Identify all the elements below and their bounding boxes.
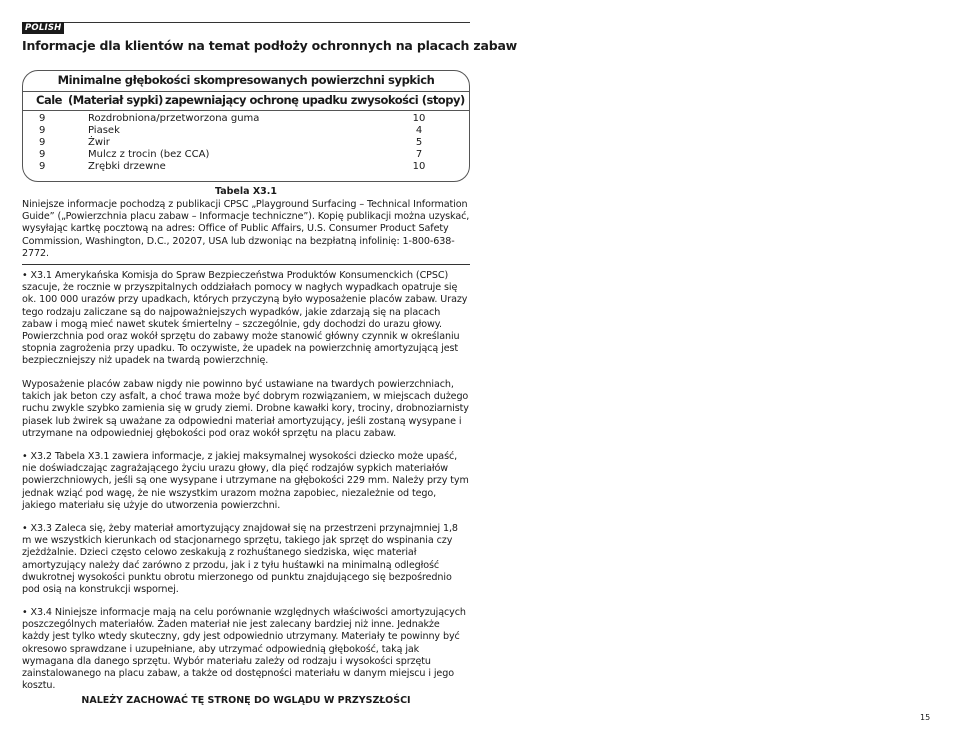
cell-material: Zrębki drzewne (88, 161, 166, 172)
cell-feet: 10 (412, 161, 426, 172)
cell-inches: 9 (39, 137, 46, 148)
paragraph-surfaces: Wyposażenie placów zabaw nigdy nie powinno być ustawiane na twardych powierzchniach, takich jak beton czy asfalt, a choć trawa może być dobrym rozwiązaniem, w miejscach dużego ruchu zwykle szybko zamienia się w grudy ziemi. Drobne kawałki kory, trociny, drobnoziarnisty piasek lub żwirek są uważane za odpowiedni materiał amortyzujący, jeśli zostaną wysypane i utrzymane na odpowiedniej głębokości pod oraz wokół sprzętu na placu zabaw. (22, 379, 469, 439)
cell-material: Piasek (88, 125, 120, 136)
column-header-feet: wysokości (stopy) (357, 93, 465, 107)
table-row (22, 125, 470, 137)
cell-material: Rozdrobniona/przetworzona guma (88, 113, 260, 124)
table-caption: Tabela X3.1 (214, 186, 278, 197)
paragraph-x3-3: • X3.3 Zaleca się, żeby materiał amortyzujący znajdował się na przestrzeni przynajmniej 1,8 m we wszystkich kierunkach od stacjonarnego sprzętu, takiego jak sprzęt do wspinania czy zjeżdżalnie. Dzieci często celowo zeskakują z rozhuśtanego siedziska, więc materiał amortyzujący należy dać zarówno z przodu, jak i z tyłu huśtawki na minimalną odległość dwukrotnej wysokości punktu obrotu mierzonego od punktu znajdującego się bezpośrednio pod osią na konstrukcji wspornej. (22, 523, 458, 596)
table-row (22, 161, 470, 173)
section-rule (22, 264, 470, 265)
cell-feet: 7 (415, 149, 423, 160)
cell-inches: 9 (39, 161, 46, 172)
page-number: 15 (920, 713, 931, 722)
paragraph-x3-1: • X3.1 Amerykańska Komisja do Spraw Bezpieczeństwa Produktów Konsumenckich (CPSC) szacuje, że rocznie w przyszpitalnych oddziałach pomocy w nagłych wypadkach opatruje się ok. 100 000 urazów przy upadkach, których przyczyną było wyposażenie placów zabaw. Urazy tego rodzaju zaliczane są do najpoważniejszych wypadków, jakie zdarzają się na placach zabaw i mogą mieć nawet skutek śmiertelny – szczególnie, gdy dochodzi do urazu głowy. Powierzchnia pod oraz wokół sprzętu do zabawy może stanowić główny czynnik w określaniu stopnia zagrożenia przy upadku. To oczywiste, że upadek na powierzchnię amortyzującą jest bezpieczniejszy niż upadek na twardą powierzchnię. (22, 270, 468, 367)
table-row (22, 149, 470, 161)
cell-feet: 5 (415, 137, 423, 148)
cell-material: Żwir (88, 137, 110, 148)
cell-feet: 10 (412, 113, 426, 124)
column-header-inches: Cale (36, 93, 62, 107)
paragraph-x3-4: • X3.4 Niniejsze informacje mają na celu porównanie względnych właściwości amortyzujących poszczególnych materiałów. Żaden materiał nie jest zalecany bardziej niż inne. Jednakże każdy jest tylko wtedy skuteczny, gdy jest odpowiednio utrzymany. Materiały te powinny być okresowo sprawdzane i uzupełniane, aby utrzymać odpowiednią głębokość, taką jak wymagana dla danego sprzętu. Wybór materiału zależy od rodzaju i wysokości sprzętu zainstalowanego na placu zabaw, a także od dostępności materiału w danym miejscu i jego kosztu. (22, 607, 466, 692)
intro-paragraph: Niniejsze informacje pochodzą z publikacji CPSC „Playground Surfacing – Technical Information Guide” („Powierzchnia placu zabaw – Informacje techniczne”). Kopię publikacji można uzyskać, wysyłając kartkę pocztową na adres: Office of Public Affairs, U.S. Consumer Product Safety Commission, Washington, D.C., 20207, USA lub dzwoniąc na bezpłatną infolinię: 1-800-638-2772. (22, 199, 470, 259)
page-title: Informacje dla klientów na temat podłoży ochronnych na placach zabaw (22, 38, 518, 53)
table-title: Minimalne głębokości skompresowanych powierzchni sypkich (57, 73, 435, 87)
column-header-material: (Materiał sypki) (68, 93, 163, 107)
table-header-bottom-rule (22, 110, 470, 111)
cell-inches: 9 (39, 125, 46, 136)
cell-feet: 4 (415, 125, 423, 136)
column-header-protection: zapewniający ochronę upadku z (165, 93, 357, 107)
table-header-rule (22, 91, 470, 92)
table-row (22, 113, 470, 125)
cell-inches: 9 (39, 149, 46, 160)
table-row (22, 137, 470, 149)
paragraph-x3-2: • X3.2 Tabela X3.1 zawiera informacje, z jakiej maksymalnej wysokości dziecko może upaść, nie doświadczając zagrażającego życiu urazu głowy, dla pięć rodzajów sypkich materiałów powierzchniowych, jeśli są one wysypane i utrzymane na głębokości 229 mm. Należy przy tym jednak wziąć pod wagę, że nie wszystkim urazom można zapobiec, niezależnie od tego, jakiego materiału się użyje do utworzenia powierzchni. (22, 451, 469, 511)
keep-page-note: NALEŻY ZACHOWAĆ TĘ STRONĘ DO WGLĄDU W PRZYSZŁOŚCI (81, 695, 411, 706)
cell-inches: 9 (39, 113, 46, 124)
top-rule (64, 22, 470, 23)
cell-material: Mulcz z trocin (bez CCA) (88, 149, 210, 160)
language-tag: POLISH (22, 22, 64, 34)
